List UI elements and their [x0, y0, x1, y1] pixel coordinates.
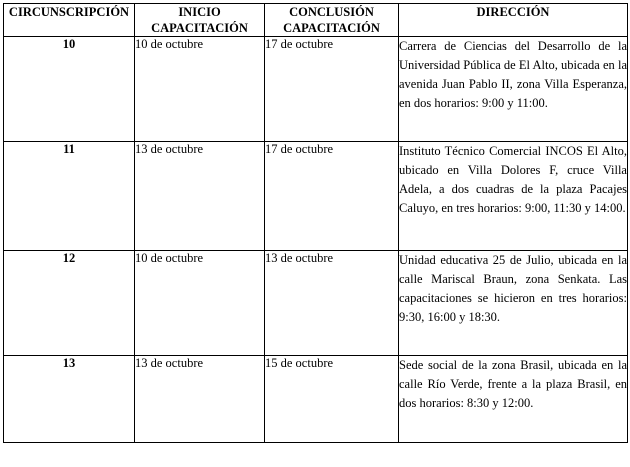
table-row — [4, 142, 628, 251]
column-header-direccion — [399, 4, 628, 37]
table-row — [4, 356, 628, 443]
cell-inicio: 10 de octubre — [135, 251, 265, 356]
column-header-line: CONCLUSIÓN — [289, 5, 374, 19]
column-header-conclusion-capacitacion — [265, 4, 399, 37]
cell-conclusion: 13 de octubre — [265, 251, 399, 356]
direccion-text: Sede social de la zona Brasil, ubicada en la calle Río Verde, frente a la plaza Brasil, en dos horarios: 8:30 y 12:00. — [399, 358, 627, 410]
column-header-inicio-capacitacion — [135, 4, 265, 37]
table-body — [4, 37, 628, 443]
direccion-text: Carrera de Ciencias del Desarrollo de la Universidad Pública de El Alto, ubicada en la avenida Juan Pablo II, zona Villa Esperanza, en dos horarios: 9:00 y 11:00. — [399, 39, 627, 110]
column-header-line: INICIO — [178, 5, 221, 19]
column-header-circunscripcion — [4, 4, 135, 37]
table-header-row — [4, 4, 628, 37]
cell-circunscripcion: 11 — [4, 142, 135, 251]
cell-conclusion: 15 de octubre — [265, 356, 399, 443]
capacitaciones-table — [3, 3, 628, 443]
column-header-line: CIRCUNSCRIPCIÓN — [8, 5, 130, 19]
cell-circunscripcion: 10 — [4, 37, 135, 142]
cell-inicio: 13 de octubre — [135, 142, 265, 251]
direccion-text: Unidad educativa 25 de Julio, ubicada en la calle Mariscal Braun, zona Senkata. Las capacitaciones se hicieron en tres horarios: 9:30, 16:00 y 18:30. — [399, 253, 627, 324]
cell-conclusion: 17 de octubre — [265, 142, 399, 251]
direccion-text: Instituto Técnico Comercial INCOS El Alto, ubicado en Villa Dolores F, cruce Villa Adela, a dos cuadras de la plaza Pacajes Caluyo, en tres horarios: 9:00, 11:30 y 14:00. — [399, 144, 627, 215]
cell-inicio: 10 de octubre — [135, 37, 265, 142]
table-row — [4, 251, 628, 356]
cell-direccion — [399, 356, 628, 443]
cell-direccion — [399, 37, 628, 142]
cell-direccion — [399, 251, 628, 356]
cell-direccion — [399, 142, 628, 251]
cell-circunscripcion: 13 — [4, 356, 135, 443]
table-header — [4, 4, 628, 37]
cell-inicio: 13 de octubre — [135, 356, 265, 443]
cell-conclusion: 17 de octubre — [265, 37, 399, 142]
column-header-line: CAPACITACIÓN — [151, 21, 248, 35]
table-row — [4, 37, 628, 142]
column-header-line: CAPACITACIÓN — [283, 21, 380, 35]
column-header-line: DIRECCIÓN — [476, 5, 550, 19]
cell-circunscripcion: 12 — [4, 251, 135, 356]
